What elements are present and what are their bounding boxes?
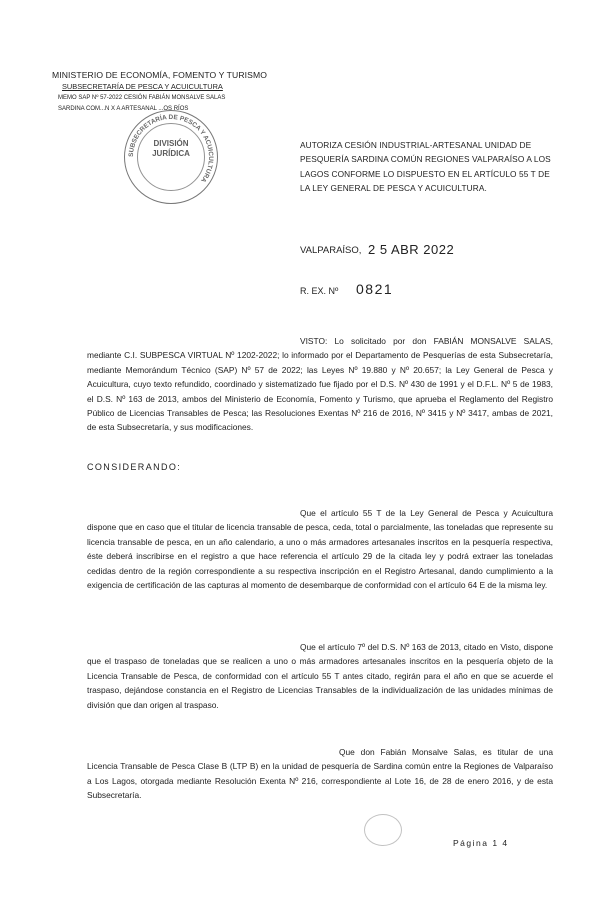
considerando-paragraph-1: Que el artículo 55 T de la Ley General de Pesca y Acuicultura dispone que en caso que el titular de licencia transable de pesca, ceda, total o parcialmente, las toneladas que represente su licencia transable de pesca, en un año calendario, a uno o más armadores artesanales inscritos en la pesquería respectiva, éste deberá inscribirse en el registro a que hace referencia el artículo 29 de la citada ley y podrá extraer las toneladas cedidas dentro de la región correspondiente a su respectiva inscripción en el Registro Artesanal, dando cumplimiento a la exigencia de certificación de las capturas al momento de desembarque de conformidad con el artículo 64 E de la misma ley. [87,508,553,591]
subsecretaria-name: SUBSECRETARÍA DE PESCA Y ACUICULTURA [62,82,223,91]
ministry-name: MINISTERIO DE ECONOMÍA, FOMENTO Y TURISMO [52,70,267,80]
rex-number: 0821 [356,281,394,297]
memo-reference: MEMO SAP Nº 57-2022 CESIÓN FABIÁN MONSALVE SALAS [58,95,226,101]
memo-reference-line2: SARDINA COM...N X A ARTESANAL ...OS RÍOS [58,106,189,112]
considerando-paragraph-2: Que el artículo 7º del D.S. Nº 163 de 2013, citado en Visto, dispone que el traspaso de toneladas que se realicen a uno o más armadores artesanales inscritos en la pesquería objeto de la Licencia Transable de Pesca, de conformidad con el artículo 55 T antes citado, regirán para el año en que se acuerde el traspaso, dejándose constancia en el Registro de Licencias Transables de la individualización de las unidades mínimas de división que dan origen al traspaso. [87,642,553,710]
letterhead [52,70,292,115]
considerando-heading: CONSIDERANDO: [87,462,182,472]
rex-label: R. EX. Nº [300,286,339,296]
page-number: Página 1 4 [453,838,509,848]
considerando-paragraph-3: Que don Fabián Monsalve Salas, es titular de una Licencia Transable de Pesca Clase B (LTP B) en la unidad de pesquería de Sardina común entre la Regiones de Valparaíso a Los Lagos, otorgada mediante Resolución Exenta Nº 216, correspondiente al Lote 16, de 28 de enero 2016, y de esta Subsecretaría. [87,747,553,801]
issue-date: 2 5 ABR 2022 [368,242,455,257]
issue-place: VALPARAÍSO, [300,245,362,256]
seal-label: DIVISIÓN JURÍDICA [152,139,190,158]
resolution-title: AUTORIZA CESIÓN INDUSTRIAL-ARTESANAL UNIDAD DE PESQUERÍA SARDINA COMÚN REGIONES VALPARAÍSO A LOS LAGOS CONFORME LO DISPUESTO EN EL ARTÍCULO 55 T DE LA LEY GENERAL DE PESCA Y ACUICULTURA. [300,140,551,194]
initials-stamp [364,814,402,846]
division-juridica-seal [124,110,218,204]
visto-paragraph: VISTO: Lo solicitado por don FABIÁN MONSALVE SALAS, mediante C.I. SUBPESCA VIRTUAL Nº 1202-2022; lo informado por el Departamento de Pesquerías de esta Subsecretaría, mediante Memorándum Técnico (SAP) Nº 57 de 2022; las Leyes Nº 19.880 y Nº 20.657; la Ley General de Pesca y Acuicultura, cuyo texto refundido, coordinado y sistematizado fue fijado por el D.S. Nº 430 de 1991 y el D.F.L. Nº 5 de 1983, el D.S. Nº 163 de 2013, ambos del Ministerio de Economía, Fomento y Turismo, que aprueba el Reglamento del Registro Público de Licencias Transables de Pesca; las Resoluciones Exentas Nº 216 de 2016, Nº 3415 y Nº 3417, ambas de 2021, de esta Subsecretaría, y sus modificaciones. [87,336,553,433]
svg-text:SUBSECRETARÍA DE PESCA Y ACUIC: SUBSECRETARÍA DE PESCA Y ACUICULTURA [127,113,215,184]
